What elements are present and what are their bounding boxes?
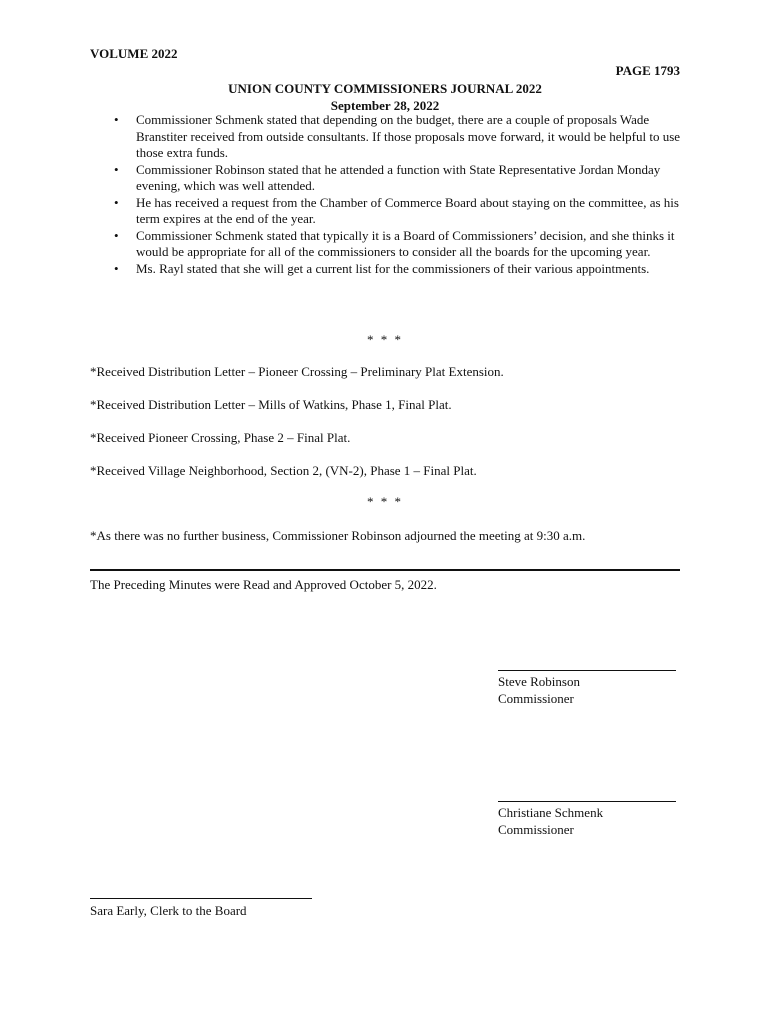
signer-title: Commissioner: [498, 821, 574, 837]
journal-title: UNION COUNTY COMMISSIONERS JOURNAL 2022: [228, 81, 542, 96]
received-item: *Received Pioneer Crossing, Phase 2 – Final Plat.: [90, 430, 351, 445]
meeting-date: September 28, 2022: [330, 98, 440, 113]
volume-label: VOLUME 2022: [90, 46, 178, 61]
signer-title: Commissioner: [498, 690, 574, 706]
horizontal-rule: [90, 569, 680, 571]
signature-line: [498, 801, 676, 802]
bullet-item: • Commissioner Schmenk stated that depending on the budget, there are a couple of proposals Wade Branstiter received from outside consultants. If those proposals move forward, it would be helpful to use those extra funds.: [114, 112, 681, 160]
signature-block: [498, 805, 603, 838]
received-item: *Received Distribution Letter – Mills of Watkins, Phase 1, Final Plat.: [90, 397, 452, 412]
signature-line: [498, 670, 676, 671]
received-item: *Received Distribution Letter – Pioneer Crossing – Preliminary Plat Extension.: [90, 364, 504, 379]
bullet-item: • Commissioner Robinson stated that he attended a function with State Representative Jordan Monday evening, which was well attended.: [114, 161, 661, 193]
bullet-dot: •: [114, 194, 119, 210]
clerk-name: Sara Early, Clerk to the Board: [90, 903, 247, 918]
signer-name: Steve Robinson: [498, 674, 580, 689]
section-separator: * * *: [367, 494, 403, 509]
signer-name: Christiane Schmenk: [498, 805, 604, 820]
received-item: *Received Village Neighborhood, Section 2, (VN-2), Phase 1 – Final Plat.: [90, 463, 477, 478]
bullet-dot: •: [114, 161, 119, 177]
document-title: [0, 80, 770, 114]
section-separator: * * *: [367, 332, 403, 347]
signature-block: [498, 674, 580, 707]
page-number: PAGE 1793: [615, 63, 680, 78]
bullet-dot: •: [114, 260, 119, 276]
bullet-dot: •: [114, 112, 119, 127]
approval-text: The Preceding Minutes were Read and Approved October 5, 2022.: [90, 577, 437, 592]
bullet-item: • He has received a request from the Chamber of Commerce Board about staying on the committee, as his term expires at the end of the year.: [114, 194, 679, 226]
bullet-dot: •: [114, 227, 119, 243]
adjournment-text: *As there was no further business, Commissioner Robinson adjourned the meeting at 9:30 a.m.: [90, 528, 586, 543]
clerk-signature-line: [90, 898, 312, 899]
bullet-item: • Commissioner Schmenk stated that typically it is a Board of Commissioners’ decision, and she thinks it would be appropriate for all of the commissioners to consider all the boards for the upcoming year.: [114, 227, 675, 259]
bullet-list: [90, 112, 682, 277]
bullet-item: • Ms. Rayl stated that she will get a current list for the commissioners of their various appointments.: [114, 260, 650, 276]
